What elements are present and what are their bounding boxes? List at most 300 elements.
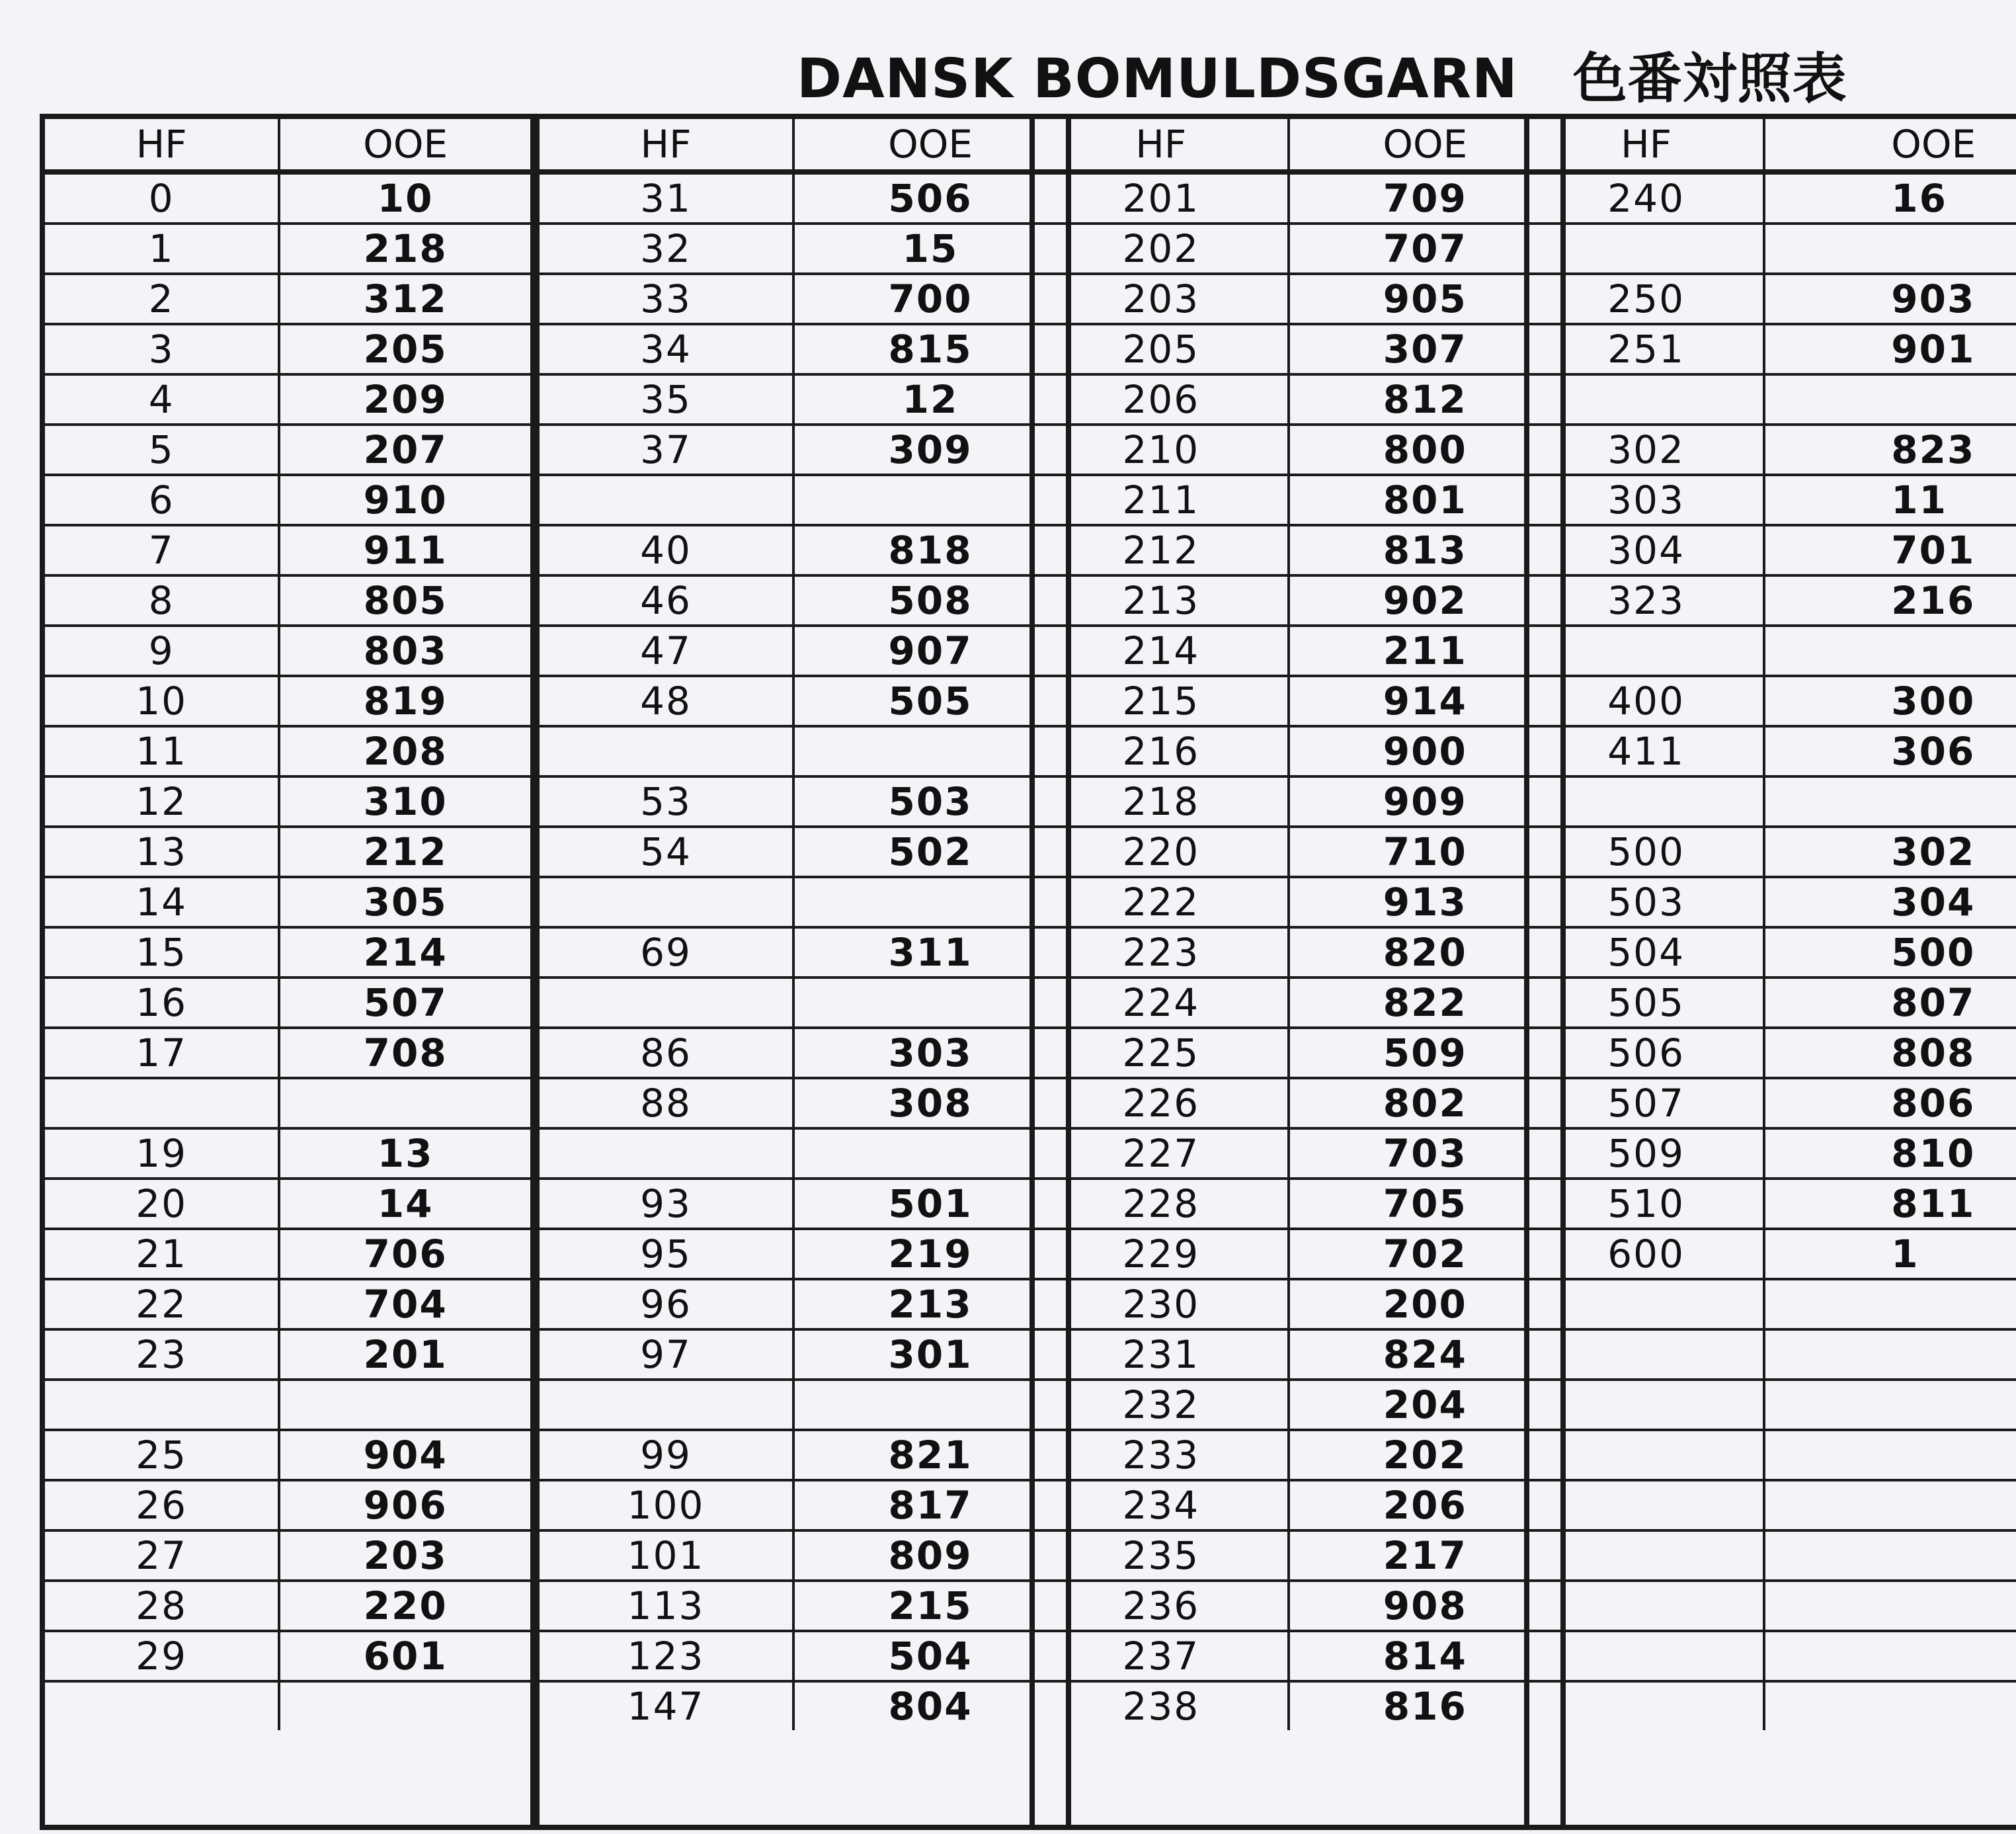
table-row <box>1035 676 1560 726</box>
table-row <box>1035 1581 1560 1631</box>
hf-cell: 19 <box>45 1128 279 1179</box>
header-row <box>45 119 530 172</box>
hf-cell: 206 <box>1035 374 1289 425</box>
ooe-cell: 911 <box>279 525 530 575</box>
hf-cell: 506 <box>1529 1028 1764 1078</box>
hf-cell: 123 <box>540 1631 793 1681</box>
ooe-cell: 220 <box>279 1581 530 1631</box>
hf-cell: 33 <box>540 274 793 324</box>
ooe-cell: 1 <box>1764 1229 2016 1279</box>
table-row <box>540 1028 1066 1078</box>
hf-cell: 238 <box>1035 1681 1289 1730</box>
ooe-cell: 202 <box>1289 1430 1560 1480</box>
hf-cell <box>45 1681 279 1730</box>
block-table <box>540 119 1066 1730</box>
hf-cell: 2 <box>45 274 279 324</box>
table-row <box>540 1430 1066 1480</box>
ooe-cell: 904 <box>279 1430 530 1480</box>
table-row <box>45 726 530 776</box>
ooe-cell: 308 <box>793 1078 1066 1128</box>
ooe-cell: 703 <box>1289 1128 1560 1179</box>
hf-cell: 54 <box>540 827 793 877</box>
ooe-cell: 913 <box>1289 877 1560 927</box>
hf-cell: 15 <box>45 927 279 978</box>
ooe-cell: 800 <box>1289 425 1560 475</box>
table-row <box>540 877 1066 927</box>
hf-cell: 303 <box>1529 475 1764 525</box>
hf-cell: 46 <box>540 575 793 626</box>
hf-cell: 21 <box>45 1229 279 1279</box>
hf-cell: 213 <box>1035 575 1289 626</box>
table-row <box>45 1179 530 1229</box>
ooe-cell: 901 <box>1764 324 2016 374</box>
hf-cell: 411 <box>1529 726 1764 776</box>
ooe-cell: 312 <box>279 274 530 324</box>
hf-cell <box>1529 1329 1764 1380</box>
ooe-cell: 217 <box>1289 1530 1560 1581</box>
ooe-cell <box>1764 626 2016 676</box>
table-row <box>1035 1530 1560 1581</box>
hf-cell: 229 <box>1035 1229 1289 1279</box>
ooe-cell: 15 <box>793 224 1066 274</box>
table-row <box>45 1329 530 1380</box>
hf-cell: 88 <box>540 1078 793 1128</box>
table-row <box>45 224 530 274</box>
table-row <box>540 425 1066 475</box>
table-row <box>45 676 530 726</box>
ooe-cell: 502 <box>793 827 1066 877</box>
table-row <box>1529 776 2016 827</box>
table-row <box>1529 1430 2016 1480</box>
table-row <box>1035 877 1560 927</box>
ooe-cell <box>1764 1430 2016 1480</box>
hf-cell: 223 <box>1035 927 1289 978</box>
table-row <box>1035 374 1560 425</box>
ooe-cell: 710 <box>1289 827 1560 877</box>
table-row <box>540 1229 1066 1279</box>
table-row <box>1035 172 1560 224</box>
table-block-2 <box>534 114 1071 1830</box>
ooe-cell: 807 <box>1764 978 2016 1028</box>
table-row <box>1529 1631 2016 1681</box>
hf-cell <box>1529 1279 1764 1329</box>
table-row <box>1035 324 1560 374</box>
ooe-cell <box>793 1128 1066 1179</box>
ooe-cell: 509 <box>1289 1028 1560 1078</box>
hf-cell <box>540 1380 793 1430</box>
hf-cell: 95 <box>540 1229 793 1279</box>
ooe-cell: 503 <box>793 776 1066 827</box>
hf-cell: 201 <box>1035 172 1289 224</box>
table-row <box>1035 626 1560 676</box>
ooe-cell: 200 <box>1289 1279 1560 1329</box>
ooe-cell: 601 <box>279 1631 530 1681</box>
ooe-cell: 914 <box>1289 676 1560 726</box>
ooe-cell: 708 <box>279 1028 530 1078</box>
table-row <box>540 726 1066 776</box>
hf-cell: 236 <box>1035 1581 1289 1631</box>
hf-cell: 99 <box>540 1430 793 1480</box>
hf-cell: 230 <box>1035 1279 1289 1329</box>
table-row <box>1035 1179 1560 1229</box>
block-table <box>45 119 530 1730</box>
ooe-cell <box>1764 1530 2016 1581</box>
hf-cell: 504 <box>1529 927 1764 978</box>
ooe-cell: 508 <box>793 575 1066 626</box>
ooe-cell: 216 <box>1764 575 2016 626</box>
table-row <box>1035 575 1560 626</box>
hf-cell: 13 <box>45 827 279 877</box>
ooe-cell: 507 <box>279 978 530 1028</box>
ooe-cell: 905 <box>1289 274 1560 324</box>
hf-cell: 304 <box>1529 525 1764 575</box>
table-row <box>1035 1028 1560 1078</box>
ooe-cell: 809 <box>793 1530 1066 1581</box>
hf-cell: 214 <box>1035 626 1289 676</box>
column-header-hf: HF <box>1529 119 1764 172</box>
table-row <box>45 274 530 324</box>
table-row <box>540 324 1066 374</box>
table-row <box>540 475 1066 525</box>
hf-cell: 505 <box>1529 978 1764 1028</box>
table-row <box>1529 224 2016 274</box>
hf-cell: 233 <box>1035 1430 1289 1480</box>
table-row <box>1035 1631 1560 1681</box>
table-row <box>1529 827 2016 877</box>
hf-cell: 510 <box>1529 1179 1764 1229</box>
table-block-1 <box>40 114 536 1830</box>
hf-cell: 202 <box>1035 224 1289 274</box>
ooe-cell: 820 <box>1289 927 1560 978</box>
ooe-cell <box>793 877 1066 927</box>
ooe-cell: 805 <box>279 575 530 626</box>
hf-cell <box>540 1128 793 1179</box>
table-row <box>1529 1179 2016 1229</box>
ooe-cell: 500 <box>1764 927 2016 978</box>
table-row <box>1529 172 2016 224</box>
hf-cell <box>1529 224 1764 274</box>
table-row <box>1035 1329 1560 1380</box>
hf-cell: 100 <box>540 1480 793 1530</box>
table-row <box>1529 1078 2016 1128</box>
table-row <box>1529 1329 2016 1380</box>
ooe-cell: 821 <box>793 1430 1066 1480</box>
header-row <box>1035 119 1560 172</box>
ooe-cell <box>1764 1631 2016 1681</box>
ooe-cell: 900 <box>1289 726 1560 776</box>
ooe-cell: 505 <box>793 676 1066 726</box>
column-header-ooe: OOE <box>279 119 530 172</box>
table-row <box>45 1530 530 1581</box>
table-row <box>45 978 530 1028</box>
hf-cell: 600 <box>1529 1229 1764 1279</box>
hf-cell: 503 <box>1529 877 1764 927</box>
table-row <box>45 1430 530 1480</box>
table-row <box>1035 1229 1560 1279</box>
table-row <box>540 575 1066 626</box>
table-row <box>45 324 530 374</box>
table-row <box>1529 1128 2016 1179</box>
table-row <box>540 1631 1066 1681</box>
ooe-cell: 13 <box>279 1128 530 1179</box>
ooe-cell <box>793 475 1066 525</box>
ooe-cell: 209 <box>279 374 530 425</box>
table-row <box>45 425 530 475</box>
hf-cell <box>1529 1631 1764 1681</box>
hf-cell: 212 <box>1035 525 1289 575</box>
ooe-cell: 302 <box>1764 827 2016 877</box>
ooe-cell: 813 <box>1289 525 1560 575</box>
hf-cell: 250 <box>1529 274 1764 324</box>
table-row <box>1035 224 1560 274</box>
table-row <box>1529 475 2016 525</box>
hf-cell: 96 <box>540 1279 793 1329</box>
table-row <box>1529 1530 2016 1581</box>
table-row <box>1529 726 2016 776</box>
hf-cell: 210 <box>1035 425 1289 475</box>
hf-cell: 40 <box>540 525 793 575</box>
ooe-cell: 215 <box>793 1581 1066 1631</box>
table-row <box>1529 1279 2016 1329</box>
hf-cell <box>540 475 793 525</box>
ooe-cell: 504 <box>793 1631 1066 1681</box>
hf-cell: 211 <box>1035 475 1289 525</box>
ooe-cell: 212 <box>279 827 530 877</box>
table-row <box>540 927 1066 978</box>
hf-cell: 29 <box>45 1631 279 1681</box>
hf-cell: 222 <box>1035 877 1289 927</box>
hf-cell <box>1529 1581 1764 1631</box>
table-row <box>540 1480 1066 1530</box>
ooe-cell: 908 <box>1289 1581 1560 1631</box>
ooe-cell: 201 <box>279 1329 530 1380</box>
table-row <box>45 827 530 877</box>
hf-cell: 113 <box>540 1581 793 1631</box>
block-table <box>1035 119 1560 1730</box>
ooe-cell: 11 <box>1764 475 2016 525</box>
hf-cell: 220 <box>1035 827 1289 877</box>
hf-cell: 234 <box>1035 1480 1289 1530</box>
ooe-cell: 817 <box>793 1480 1066 1530</box>
table-row <box>1529 978 2016 1028</box>
hf-cell <box>1529 1530 1764 1581</box>
hf-cell: 228 <box>1035 1179 1289 1229</box>
ooe-cell <box>793 726 1066 776</box>
hf-cell: 35 <box>540 374 793 425</box>
ooe-cell: 14 <box>279 1179 530 1229</box>
table-block-4 <box>1524 114 2016 1830</box>
hf-cell: 3 <box>45 324 279 374</box>
ooe-cell: 306 <box>1764 726 2016 776</box>
table-row <box>45 1581 530 1631</box>
ooe-cell: 303 <box>793 1028 1066 1078</box>
table-row <box>540 1329 1066 1380</box>
table-row <box>540 1530 1066 1581</box>
hf-cell: 232 <box>1035 1380 1289 1430</box>
table-row <box>1035 1078 1560 1128</box>
ooe-cell: 311 <box>793 927 1066 978</box>
ooe-cell: 812 <box>1289 374 1560 425</box>
hf-cell: 25 <box>45 1430 279 1480</box>
table-row <box>540 827 1066 877</box>
ooe-cell: 803 <box>279 626 530 676</box>
column-header-hf: HF <box>45 119 279 172</box>
hf-cell: 203 <box>1035 274 1289 324</box>
ooe-cell: 907 <box>793 626 1066 676</box>
ooe-cell: 810 <box>1764 1128 2016 1179</box>
table-row <box>1529 676 2016 726</box>
ooe-cell: 804 <box>793 1681 1066 1730</box>
ooe-cell: 709 <box>1289 172 1560 224</box>
hf-cell: 97 <box>540 1329 793 1380</box>
column-header-hf: HF <box>1035 119 1289 172</box>
ooe-cell: 206 <box>1289 1480 1560 1530</box>
column-header-ooe: OOE <box>1764 119 2016 172</box>
ooe-cell: 305 <box>279 877 530 927</box>
table-row <box>45 626 530 676</box>
hf-cell: 47 <box>540 626 793 676</box>
hf-cell <box>540 978 793 1028</box>
ooe-cell: 10 <box>279 172 530 224</box>
table-row <box>1529 425 2016 475</box>
table-row <box>1529 927 2016 978</box>
hf-cell: 240 <box>1529 172 1764 224</box>
table-row <box>45 575 530 626</box>
ooe-cell: 310 <box>279 776 530 827</box>
table-row <box>1529 1581 2016 1631</box>
ooe-cell: 824 <box>1289 1329 1560 1380</box>
column-header-hf: HF <box>540 119 793 172</box>
ooe-cell: 702 <box>1289 1229 1560 1279</box>
ooe-cell <box>1764 1681 2016 1730</box>
page-title: DANSK BOMULDSGARN 色番対照表 <box>797 48 1847 110</box>
hf-cell: 37 <box>540 425 793 475</box>
table-row <box>540 776 1066 827</box>
hf-cell: 225 <box>1035 1028 1289 1078</box>
hf-cell: 224 <box>1035 978 1289 1028</box>
table-row <box>1035 425 1560 475</box>
ooe-cell: 705 <box>1289 1179 1560 1229</box>
table-row <box>1035 827 1560 877</box>
table-row <box>1035 525 1560 575</box>
ooe-cell: 802 <box>1289 1078 1560 1128</box>
ooe-cell: 304 <box>1764 877 2016 927</box>
table-row <box>1035 726 1560 776</box>
table-row <box>45 374 530 425</box>
hf-cell <box>540 726 793 776</box>
table-row <box>540 1128 1066 1179</box>
ooe-cell: 204 <box>1289 1380 1560 1430</box>
hf-cell: 26 <box>45 1480 279 1530</box>
table-row <box>45 1128 530 1179</box>
table-row <box>45 877 530 927</box>
table-row <box>45 1631 530 1681</box>
ooe-cell <box>279 1078 530 1128</box>
ooe-cell: 16 <box>1764 172 2016 224</box>
ooe-cell: 307 <box>1289 324 1560 374</box>
ooe-cell: 213 <box>793 1279 1066 1329</box>
column-header-ooe: OOE <box>1289 119 1560 172</box>
table-row <box>540 676 1066 726</box>
hf-cell: 9 <box>45 626 279 676</box>
table-row <box>1035 927 1560 978</box>
hf-cell <box>1529 1380 1764 1430</box>
table-row <box>1529 575 2016 626</box>
hf-cell: 12 <box>45 776 279 827</box>
ooe-cell: 808 <box>1764 1028 2016 1078</box>
ooe-cell <box>793 978 1066 1028</box>
table-row <box>1035 475 1560 525</box>
ooe-cell: 814 <box>1289 1631 1560 1681</box>
table-row <box>45 525 530 575</box>
hf-cell: 0 <box>45 172 279 224</box>
hf-cell: 14 <box>45 877 279 927</box>
hf-cell: 4 <box>45 374 279 425</box>
hf-cell: 16 <box>45 978 279 1028</box>
hf-cell: 215 <box>1035 676 1289 726</box>
ooe-cell: 706 <box>279 1229 530 1279</box>
table-row <box>1035 1128 1560 1179</box>
ooe-cell: 806 <box>1764 1078 2016 1128</box>
hf-cell <box>1529 374 1764 425</box>
table-row <box>1529 374 2016 425</box>
hf-cell: 216 <box>1035 726 1289 776</box>
ooe-cell: 301 <box>793 1329 1066 1380</box>
table-row <box>45 776 530 827</box>
hf-cell: 323 <box>1529 575 1764 626</box>
table-row <box>540 1279 1066 1329</box>
table-row <box>1529 1380 2016 1430</box>
hf-cell <box>45 1078 279 1128</box>
table-row <box>1529 1681 2016 1730</box>
hf-cell: 5 <box>45 425 279 475</box>
hf-cell <box>1529 1681 1764 1730</box>
hf-cell: 509 <box>1529 1128 1764 1179</box>
hf-cell <box>1529 1430 1764 1480</box>
table-row <box>45 1681 530 1730</box>
table-row <box>45 1229 530 1279</box>
hf-cell: 10 <box>45 676 279 726</box>
conversion-table <box>40 114 2016 1830</box>
ooe-cell: 823 <box>1764 425 2016 475</box>
table-row <box>45 1279 530 1329</box>
ooe-cell <box>279 1380 530 1430</box>
ooe-cell: 207 <box>279 425 530 475</box>
hf-cell: 23 <box>45 1329 279 1380</box>
ooe-cell: 214 <box>279 927 530 978</box>
table-row <box>1035 1430 1560 1480</box>
ooe-cell: 205 <box>279 324 530 374</box>
ooe-cell: 903 <box>1764 274 2016 324</box>
hf-cell: 27 <box>45 1530 279 1581</box>
ooe-cell: 822 <box>1289 978 1560 1028</box>
hf-cell: 400 <box>1529 676 1764 726</box>
hf-cell: 11 <box>45 726 279 776</box>
hf-cell: 20 <box>45 1179 279 1229</box>
hf-cell: 17 <box>45 1028 279 1078</box>
ooe-cell: 801 <box>1289 475 1560 525</box>
table-row <box>1035 1380 1560 1430</box>
block-table <box>1529 119 2016 1730</box>
table-row <box>540 1581 1066 1631</box>
hf-cell: 101 <box>540 1530 793 1581</box>
table-row <box>540 374 1066 425</box>
hf-cell: 53 <box>540 776 793 827</box>
table-row <box>540 1380 1066 1430</box>
table-row <box>540 978 1066 1028</box>
hf-cell <box>1529 626 1764 676</box>
ooe-cell: 219 <box>793 1229 1066 1279</box>
